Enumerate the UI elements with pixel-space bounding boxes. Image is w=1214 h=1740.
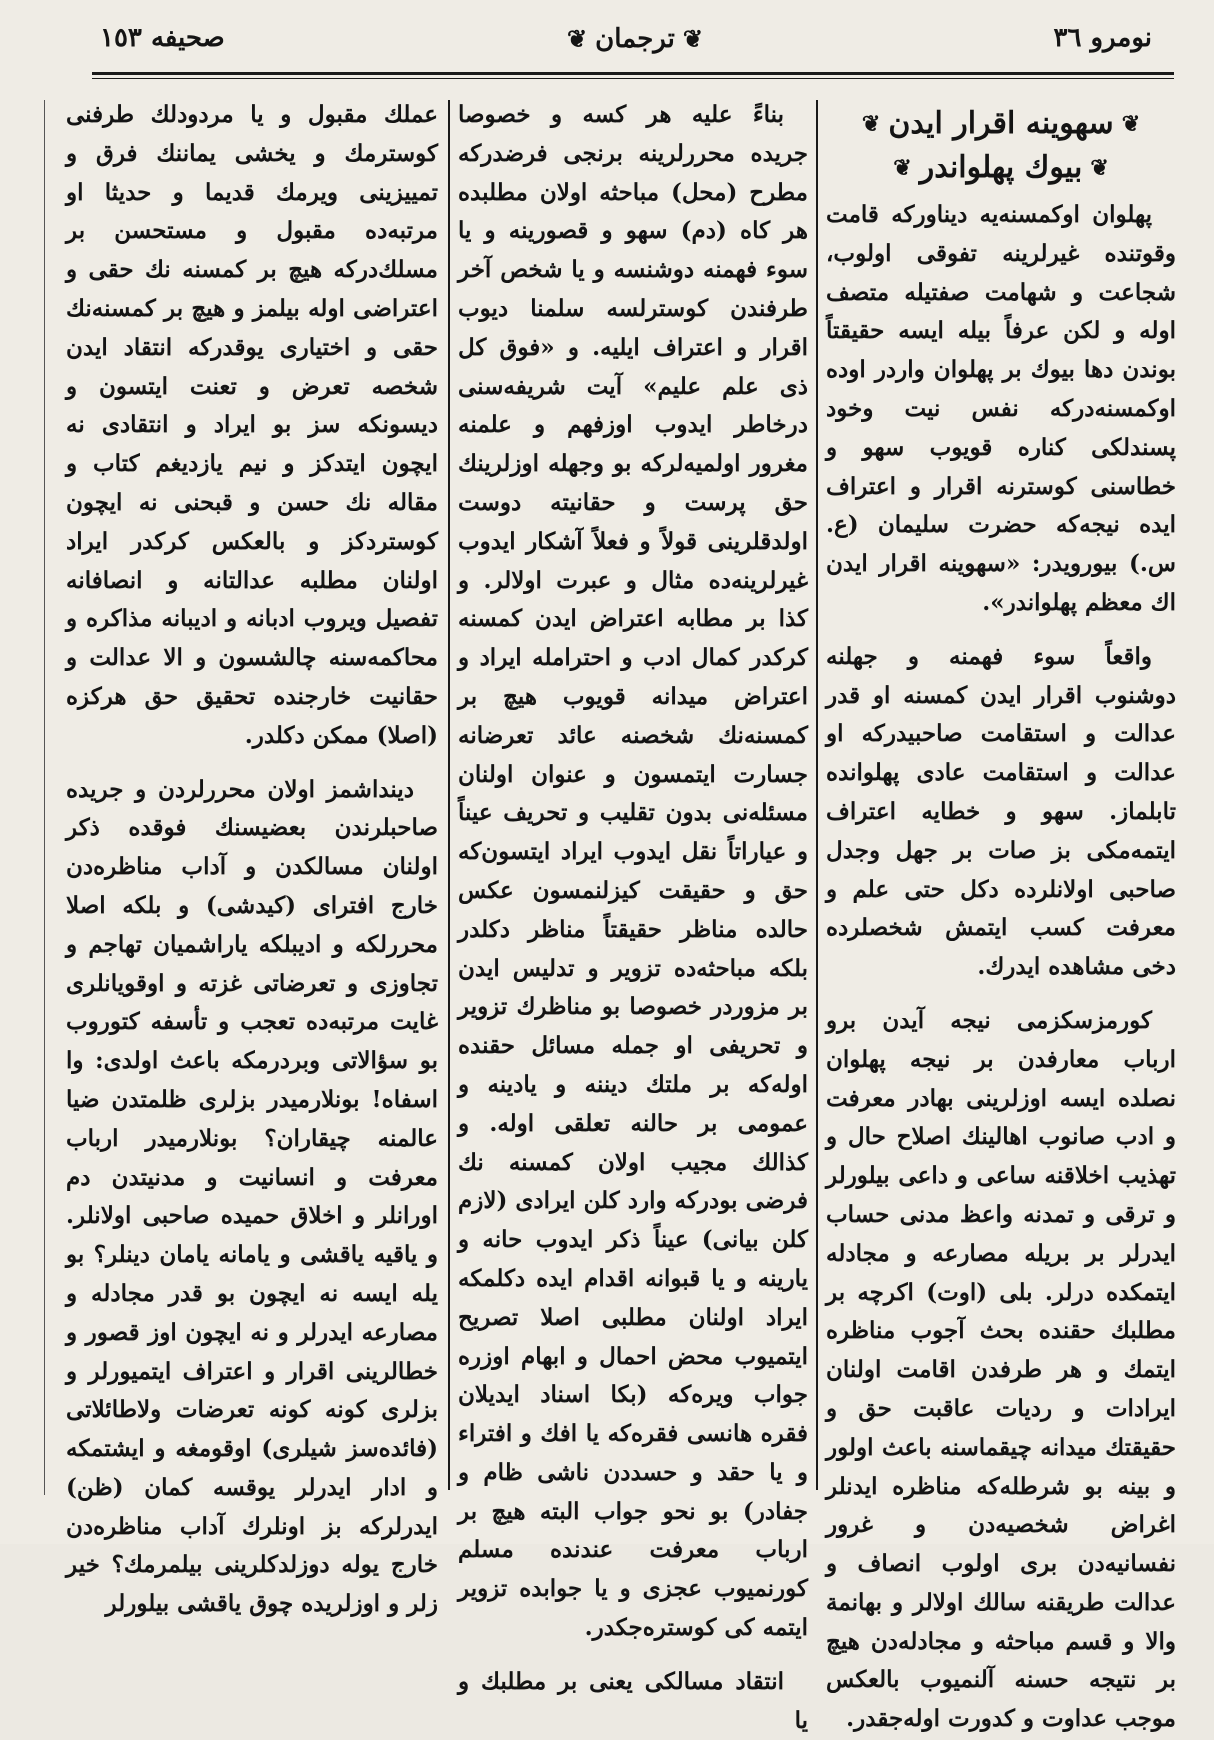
column-divider [448,100,450,1490]
article-title-text1: سهوینه اقرار ایدن [888,106,1114,141]
page-number: صحیفه ١٥٣ [100,23,225,53]
ornament-icon: ❦ [1090,155,1109,181]
paragraph: بناءً علیه هر کسه و خصوصا جریده محررلرینه برنجی فرضدرکه مطرح (محل) مباحثه اولان مطلبده هر کاه (دم) سهو و قصورینه و یا سوء فهمنه دوشنسه و یا شخص آخر طرفندن کوسترلسه سلمنا دیوب اقرار و اعتراف ایلیه. و «فوق کل ذی علم علیم» آیت شریفه‌سنی درخاطر ایدوب اوزفهم و علمنه مغرور اولمیه‌لرکه بو وجهله اوزلرینك حق پرست و حقانیته دوست اولدقلرینی قولاً و فعلاً آشکار ایدوب غیرلرینه‌ده مثال و عبرت اولالر. و کذا بر مطابه اعتراض ایدن کمسنه کرکدر کمال ادب و احترامله ایراد و اعتراض میدانه قویوب هیچ بر کمسنه‌نك شخصنه عائد تعرضانه جسارت ایتمسون و عنوان اولنان مسئله‌نی بدون تقلیب و تحریف عیناً و عیاراتاً نقل ایدوب ایراد ایتسون‌که حق و حقیقت کیزلنمسون عکس حالده مناظر حقیقتاً مناظر دکلدر بلکه مباحثه‌ده تزویر و تدلیس ایدن بر مزوردر خصوصا بو مناظرك تزویر و تحریفی او جمله مسائل حقنده اوله‌که بر ملتك دیننه و یادینه و عمومی بر حالنه تعلقی اوله. و کذالك مجیب اولان کمسنه نك فرضی بودرکه وارد کلن ایرادی (لازم کلن بیانی) عیناً ذکر ایدوب حانه و یارینه و یا قبوانه اقدام ایده دکلمکه ایراد اولنان مطلبی اصلا تصریح ایتمیوب محض احمال و ابهام اوزره جواب ویره‌که (بکا اسناد ایدیلان فقره هانسی فقره‌که یا افك و افتراء و یا حقد و حسددن ناشی ظام و جفادر) بو نحو جواب البته هیچ بر ارباب معرفت عندنده مسلم کورنمیوب عجزی و یا جوابده تزویر ایتمه کی کوستره‌جکدر. [458,101,808,1642]
column-right [826,96,1176,1739]
ornament-icon: ❦ [1121,111,1141,137]
masthead [540,22,730,56]
page-edge-line [44,100,45,1495]
paragraph: کورمزسکزمی نیجه آیدن برو ارباب معارفدن بر نیجه پهلوان نصلده ایسه اوزلرینی بهادر معرفت و ادب صانوب اهالینك اصلاح حال و تهذیب اخلاقنه ساعی و داعی بیلورلر و ترقی و تمدنه واعظ مدنی حساب ایدرلر بر بریله مصارعه و مجادله ایتمکده درلر. بلی (اوت) اکرچه بر مطلبك حقنده بحث آجوب مناظره ایتمك و هر طرفدن اقامت اولنان ایرادات و ردیات عاقبت حق و حقیقتك میدانه چیقماسنه باعث اولور و بینه بو شرطله‌که مناظره ایدنلر اغراض شخصیه‌دن و غرور نفسانیه‌دن بری اولوب انصاف و عدالت طریقنه سالك اولالر و بهانمة والا و قسم مباحثه و مجادله‌دن هیچ بر نتیجه حسنه آلنمیوب بالعکس موجب عداوت و کدورت اوله‌جقدر. [826,1006,1176,1733]
column-divider [816,100,818,1490]
paragraph: واقعاً سوء فهمنه و جهلنه دوشنوب اقرار ایدن کمسنه او قدر عدالت و استقامت صاحبیدرکه او عدالت و استقامت عادی پهلوانده تابلماز. سهو و خطایه اعتراف ایتمه‌مکی بز صات بر جهل وجدل صاحبی اولانلرده دکل حتی علم و معرفت کسب ایتمش شخصلرده دخی مشاهده ایدرك. [826,642,1176,981]
article-title-line1 [826,102,1176,146]
newspaper-title: ترجمان [595,24,675,54]
paragraph: عملك مقبول و یا مردودلك طرفنی کوسترمك و یخشی یماننك فرق و تمییزینی ویرمك قدیما و حدیثا او مرتبه‌ده مقبول و مستحسن بر مسلك‌درکه هیچ بر کمسنه نك حقی و اعتراضی اوله بیلمز و هیچ بر کمسنه‌نك حقی و اختیاری یوقدرکه انتقاد ایدن شخصه تعرض و تعنت ایتسون و دیسونکه سز بو ایراد و انتقادی نه ایچون ایتدکز و نیم یازدیغم کتاب و مقاله نك حسن و قبحنی نه ایچون کوستردکز و بالعکس کرکدر ایراد اولنان مطلبه عدالتانه و انصافانه تفصیل ویروب ادبانه و ادیبانه مذاکره و محاکمه‌سنه چالشسون و الا عدالت و حقانیت خارجنده تحقیق حق هرکزه (اصلا) ممکن دکلدر. [66,101,438,749]
ornament-icon: ❦ [893,155,912,181]
article-title-line2 [826,146,1176,190]
header-rule [92,72,1174,75]
header-rule-thin [92,78,1174,79]
paragraph: پهلوان اوکمسنه‌یه دیناورکه قامت وقوتنده غیرلرینه تفوقی اولوب، شجاعت و شهامت صفتیله متصف اوله و لکن عرفاً بیله ایسه حقیقتاً بوندن دها بیوك بر پهلوان واردر اوده اوکمسنه‌درکه نفس نیت وخود پسندلکی کناره قویوب سهو و خطاسنی کوسترنه اقرار و اعتراف ایده نیجه‌که حضرت سلیمان (ع. س.) بیورویدر: «سهوینه اقرار ایدن اك معظم پهلواندر». [826,201,1176,616]
column-left [66,96,438,1624]
issue-number: نومرو ٣٦ [1053,23,1152,53]
paragraph: دینداشمز اولان محررلردن و جریده صاحبلرندن بعضیسنك فوقده ذکر اولنان مسالکدن و آداب مناظره‌دن خارج افترای (کیدشی) و بلکه اصلا محررلکه و ادیبلکه یاراشمیان تهاجم و تجاوزی و تعرضاتی غزته و اوقویانلری غایت مرتبه‌ده تعجب و تأسفه کتوروب بو سؤالاتی وبردرمکه باعث اولدی: وا اسفاه! بونلارمیدر بزلری ظلمتدن ضیا عالمنه چیقاران؟ بونلارمیدر ارباب معرفت و انسانیت و مدنیتدن دم اورانلر و اخلاق حمیده صاحبی اولانلر. و یاقیه یاقشی و یامانه یامان دینلر؟ بو یله ایسه نه ایچون بو قدر مجادله و مصارعه ایدرلر و نه ایچون اوز قصور و خطالرینی اقرار و اعتراف ایتمیورلر و بزلری کونه کونه تعرضات ولاطائلاتی (فائده‌سز شیلری) اوقومغه و ایشتمکه و ادار ایدرلر یوقسه کمان (ظن) ایدرلرکه بز اونلرك آداب مناظره‌دن خارج یوله دوزلدکلرینی بیلمرمك؟ خیر زلر و اوزلریده چوق یاقشی بیلورلر [66,775,438,1618]
ornament-left-icon: ❦ [567,24,588,53]
ornament-right-icon: ❦ [682,24,703,53]
column-middle [458,96,808,1740]
ornament-icon: ❦ [861,111,881,137]
paragraph: انتقاد مسالکی یعنی بر مطلبك و یا [458,1667,808,1734]
article-title-text2: بیوك پهلواندر [919,150,1083,185]
